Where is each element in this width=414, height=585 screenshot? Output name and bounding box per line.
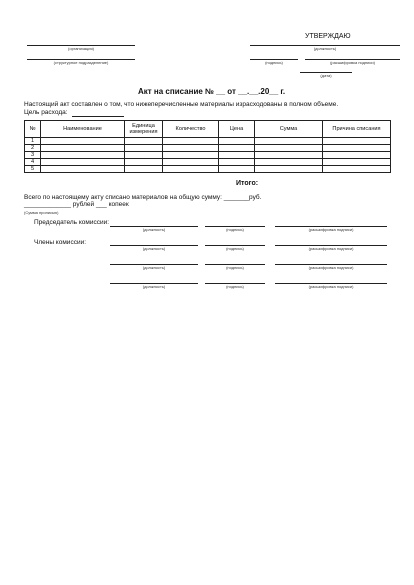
cell[interactable] xyxy=(163,159,219,166)
cell[interactable] xyxy=(219,166,255,173)
col-quantity: Количество xyxy=(163,121,219,138)
table-row xyxy=(25,145,391,152)
member1-decoding-caption: (расшифровка подписи) xyxy=(308,246,354,251)
col-number: № xyxy=(25,121,41,138)
total-text: Всего по настоящему акту списано материалов на общую сумму: _______руб. xyxy=(24,194,262,201)
cell[interactable] xyxy=(125,152,163,159)
cell[interactable] xyxy=(255,138,323,145)
member2-decoding-caption: (расшифровка подписи) xyxy=(308,265,354,270)
purpose-row xyxy=(24,109,124,117)
cell[interactable] xyxy=(41,159,125,166)
table-row xyxy=(25,166,391,173)
document-title: Акт на списание № __ от __.__.20__ г. xyxy=(138,87,286,96)
chair-decoding-caption: (расшифровка подписи) xyxy=(308,227,354,232)
row-number: 2 xyxy=(25,145,41,152)
approve-title: УТВЕРЖДАЮ xyxy=(305,33,351,40)
cell[interactable] xyxy=(163,145,219,152)
purpose-field[interactable] xyxy=(72,109,124,117)
approve-date-caption: (дата) xyxy=(320,73,332,78)
member1-signature-caption: (подпись) xyxy=(226,246,244,251)
row-number: 4 xyxy=(25,159,41,166)
row-number: 1 xyxy=(25,138,41,145)
cell[interactable] xyxy=(323,159,391,166)
members-label: Члены комиссии: xyxy=(34,239,87,246)
cell[interactable] xyxy=(163,166,219,173)
col-reason: Причина списания xyxy=(323,121,391,138)
member1-position-caption: (должность) xyxy=(142,246,166,251)
cell[interactable] xyxy=(41,166,125,173)
member2-position-caption: (должность) xyxy=(142,265,166,270)
cell[interactable] xyxy=(125,145,163,152)
cell[interactable] xyxy=(163,138,219,145)
division-caption: (структурное подразделение) xyxy=(53,60,109,65)
chair-label: Председатель комиссии: xyxy=(34,219,110,226)
cell[interactable] xyxy=(163,152,219,159)
cell[interactable] xyxy=(255,159,323,166)
table-row xyxy=(25,159,391,166)
col-unit: Единица измерения xyxy=(125,121,163,138)
cell[interactable] xyxy=(41,138,125,145)
approve-signature-caption: (подпись) xyxy=(265,60,283,65)
sum-words-caption: (Сумма прописью) xyxy=(24,210,59,215)
member2-signature-caption: (подпись) xyxy=(226,265,244,270)
cell[interactable] xyxy=(125,138,163,145)
row-number: 3 xyxy=(25,152,41,159)
member3-signature-caption: (подпись) xyxy=(226,284,244,289)
member3-decoding-caption: (расшифровка подписи) xyxy=(308,284,354,289)
items-table xyxy=(24,120,391,173)
table-row xyxy=(25,152,391,159)
cell[interactable] xyxy=(125,166,163,173)
cell[interactable] xyxy=(41,145,125,152)
approve-decoding-caption: (расшифровка подписи) xyxy=(330,60,375,65)
org-caption: (организация) xyxy=(68,46,94,51)
approve-position-caption: (должность) xyxy=(313,46,337,51)
intro-text: Настоящий акт составлен о том, что нижеперечисленные материалы израсходованы в полном объеме. xyxy=(24,101,339,108)
cell[interactable] xyxy=(323,166,391,173)
cell[interactable] xyxy=(323,152,391,159)
chair-signature-caption: (подпись) xyxy=(226,227,244,232)
col-name: Наименование xyxy=(41,121,125,138)
cell[interactable] xyxy=(255,166,323,173)
cell[interactable] xyxy=(255,145,323,152)
col-price: Цена xyxy=(219,121,255,138)
cell[interactable] xyxy=(323,145,391,152)
row-number: 5 xyxy=(25,166,41,173)
cell[interactable] xyxy=(125,159,163,166)
cell[interactable] xyxy=(219,138,255,145)
cell[interactable] xyxy=(323,138,391,145)
purpose-label: Цель расхода: xyxy=(24,109,68,116)
cell[interactable] xyxy=(255,152,323,159)
table-header-row xyxy=(25,121,391,138)
col-sum: Сумма xyxy=(255,121,323,138)
cell[interactable] xyxy=(219,159,255,166)
table-row xyxy=(25,138,391,145)
total-label: Итого: xyxy=(236,180,259,187)
member3-position-caption: (должность) xyxy=(142,284,166,289)
cell[interactable] xyxy=(41,152,125,159)
total-words: _____________ рублей ___ копеек xyxy=(24,201,129,208)
chair-position-caption: (должность) xyxy=(142,227,166,232)
cell[interactable] xyxy=(219,145,255,152)
cell[interactable] xyxy=(219,152,255,159)
